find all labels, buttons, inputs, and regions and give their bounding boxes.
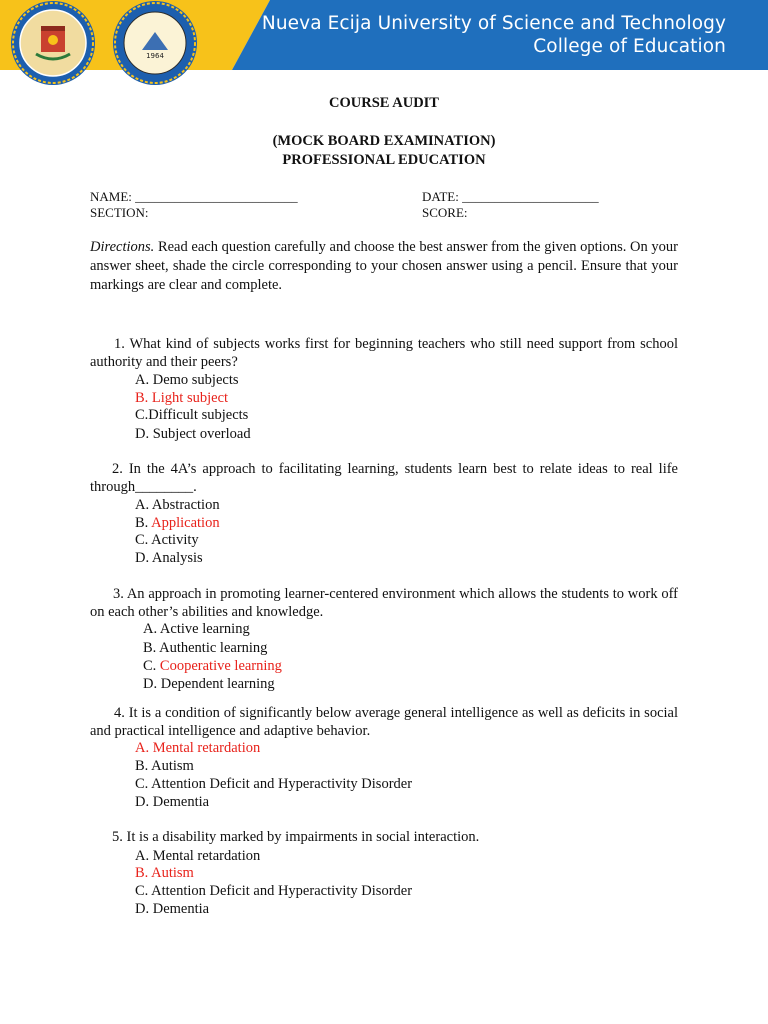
question-3: 3. An approach in promoting learner-centered environment which allows the students to work off on each other’s abilities and knowledge.	[90, 586, 678, 620]
q3-option-d: D. Dependent learning	[143, 676, 275, 692]
q1-option-a: A. Demo subjects	[135, 372, 239, 388]
q2-option-b	[135, 514, 220, 532]
college-name: College of Education	[533, 36, 726, 57]
college-of-education-seal-icon	[112, 0, 198, 86]
q4-option-c: C. Attention Deficit and Hyperactivity Disorder	[135, 776, 413, 792]
doc-subtitle-prof-ed: PROFESSIONAL EDUCATION	[282, 152, 486, 168]
q5-option-c: C. Attention Deficit and Hyperactivity Disorder	[135, 883, 413, 899]
section-field[interactable]: SECTION:	[90, 205, 149, 220]
q4-option-d: D. Dementia	[135, 794, 210, 810]
q5-option-b-answer: B. Autism	[135, 865, 194, 881]
university-seal-icon	[10, 0, 96, 86]
question-1: 1. What kind of subjects works first for beginning teachers who still need support from school authority and their peers?	[90, 336, 678, 370]
q3-option-b: B. Authentic learning	[143, 640, 268, 656]
directions-label: Directions.	[90, 239, 155, 255]
date-field[interactable]: DATE: _____________________	[422, 189, 599, 204]
header-banner	[0, 0, 768, 88]
q2-option-c: C. Activity	[135, 532, 199, 548]
doc-title: COURSE AUDIT	[329, 95, 439, 111]
q3-option-c	[143, 657, 282, 675]
q5-option-a: A. Mental retardation	[135, 848, 261, 864]
directions-paragraph	[90, 238, 678, 295]
q3-option-a: A. Active learning	[143, 621, 250, 637]
q1-option-c: C.Difficult subjects	[135, 407, 249, 423]
q5-option-d: D. Dementia	[135, 901, 210, 917]
score-field[interactable]: SCORE:	[422, 205, 468, 220]
q2-option-d: D. Analysis	[135, 550, 203, 566]
q2-option-a: A. Abstraction	[135, 497, 220, 513]
q4-option-a-answer: A. Mental retardation	[135, 740, 261, 756]
q2-option-b-prefix: B.	[135, 515, 152, 531]
q4-option-b: B. Autism	[135, 758, 194, 774]
university-name-block	[262, 12, 726, 58]
doc-subtitle-mock-board: (MOCK BOARD EXAMINATION)	[272, 133, 496, 149]
directions-text: Read each question carefully and choose the best answer from the given options. On your answer sheet, shade the circle corresponding to your chosen answer using a pencil. Ensure that your markings are clear and complete.	[90, 239, 678, 293]
q2-option-b-answer: Application	[151, 515, 220, 531]
name-field[interactable]: NAME: _________________________	[90, 189, 298, 204]
q1-option-d: D. Subject overload	[135, 426, 251, 442]
q1-option-b-answer: B. Light subject	[135, 390, 229, 406]
svg-text:1964: 1964	[146, 52, 164, 60]
question-4: 4. It is a condition of significantly below average general intelligence as well as deficits in social and practical intelligence and adaptive behavior.	[90, 705, 678, 739]
q3-option-c-prefix: C.	[143, 658, 160, 674]
question-5: 5. It is a disability marked by impairments in social interaction.	[112, 829, 480, 845]
university-name: Nueva Ecija University of Science and Technology	[261, 13, 726, 34]
q3-option-c-answer: Cooperative learning	[159, 658, 282, 674]
question-2: 2. In the 4A’s approach to facilitating learning, students learn best to relate ideas to real life through________.	[90, 461, 678, 495]
